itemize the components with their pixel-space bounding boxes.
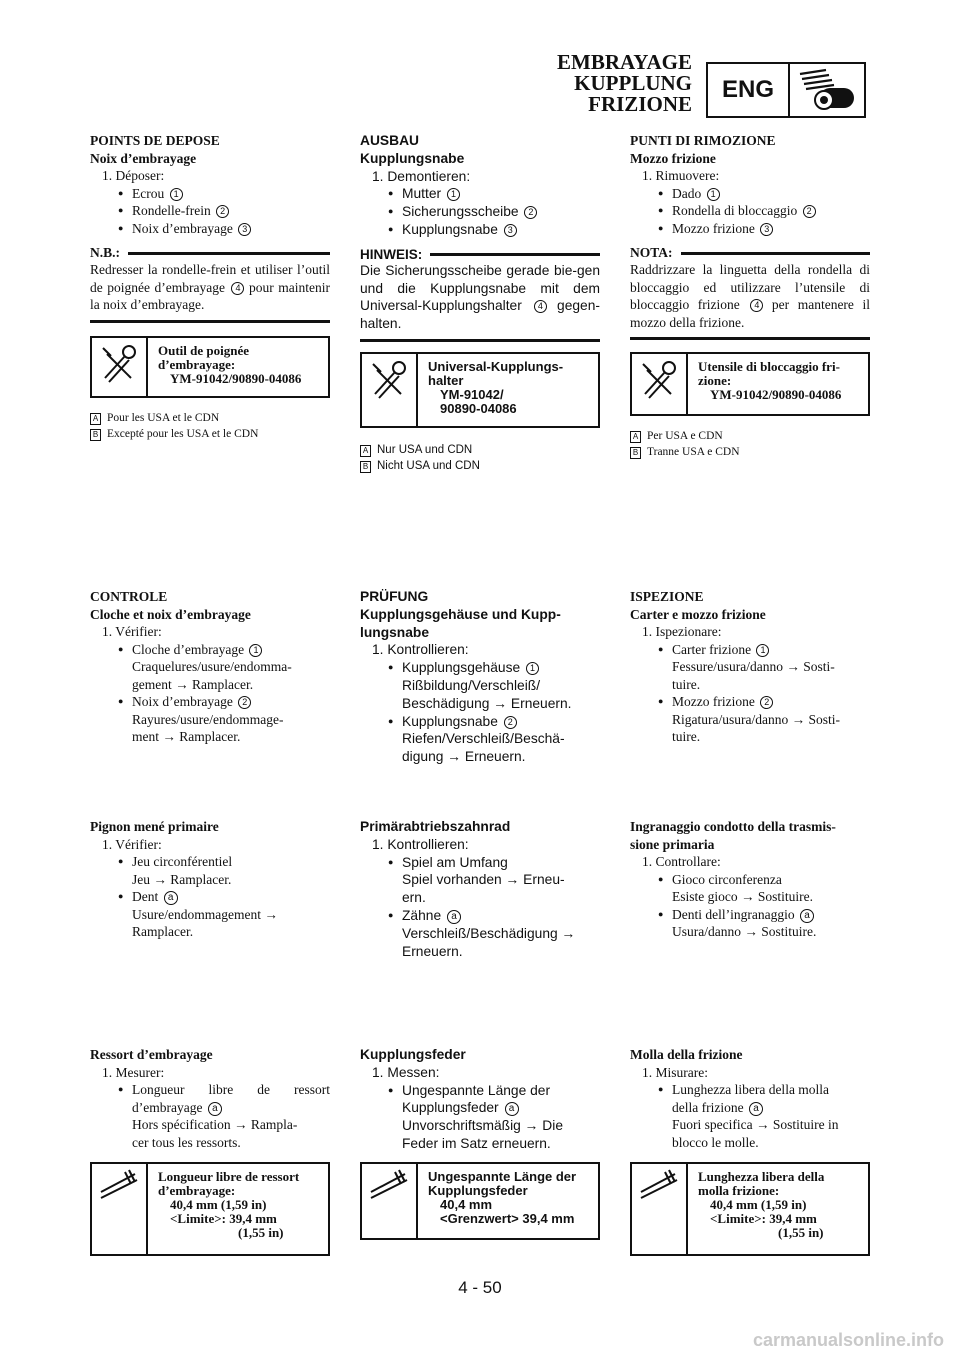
- list-item: ● Dado 1: [630, 185, 870, 203]
- de-legend: A Nur USA und CDN B Nicht USA und CDN: [360, 442, 480, 474]
- list-item: ● Noix d’embrayage 3: [90, 220, 330, 238]
- section-badge: [706, 62, 866, 118]
- it-spring: Molla della frizione 1. Misurare: ● Lunghezza libera della molla della frizione a Fuori specifica → Sostituire in blocco le molle.: [630, 1046, 870, 1151]
- list-item: ● Ecrou 1: [90, 185, 330, 203]
- list-item: ● Rondelle-frein 2: [90, 202, 330, 220]
- fr-removal-sub: Noix d’embrayage: [90, 150, 197, 166]
- list-item: ● Dent a: [90, 888, 330, 906]
- list-item: ● Carter frizione 1: [630, 641, 870, 659]
- tool-icon: [92, 338, 148, 396]
- section-titles: [557, 52, 692, 115]
- it-removal: PUNTI DI RIMOZIONE Mozzo frizione 1. Rimuovere: ● Dado 1 ● Rondella di bloccaggio 2 ● Mozzo frizione 3 NOTA: Raddrizzare la linguetta della rondella di bloccaggio ed utilizzare l’utensile di bloccaggio frizione 4 per mantenere il mozzo della frizione.: [630, 132, 870, 340]
- list-item: ● Kupplungsnabe 2: [360, 713, 600, 731]
- caliper-icon: [632, 1164, 688, 1254]
- it-note: NOTA: Raddrizzare la linguetta della rondella di bloccaggio ed utilizzare l’utensile di bloccaggio frizione 4 per mantenere il mozzo della frizione.: [630, 245, 870, 340]
- list-item: ● Mozzo frizione 3: [630, 220, 870, 238]
- fr-note: N.B.: Redresser la rondelle-frein et utiliser l’outil de poignée d’embrayage 4 pour maintenir la noix d’embrayage.: [90, 245, 330, 323]
- caliper-icon: [92, 1164, 148, 1254]
- list-item: ● Ungespannte Länge der: [360, 1082, 600, 1100]
- fr-tool-box: Outil de poignée d’embrayage: YM-91042/90890-04086: [90, 336, 330, 398]
- tool-icon: [632, 354, 688, 414]
- de-gear: Primärabtriebszahnrad 1. Kontrollieren: ● Spiel am Umfang Spiel vorhanden → Erneu- ern. ● Zähne a Verschleiß/Beschädigung → Erneuern.: [360, 818, 600, 960]
- list-item: ● Gioco circonferenza: [630, 871, 870, 889]
- list-item: ● Longueur libre de ressort: [90, 1081, 330, 1099]
- list-item: ● Denti dell’ingranaggio a: [630, 906, 870, 924]
- list-item: ● Mutter 1: [360, 185, 600, 203]
- section-title-it: FRIZIONE: [588, 92, 692, 116]
- de-check: PRÜFUNG Kupplungsgehäuse und Kupp- lungsnabe 1. Kontrollieren: ● Kupplungsgehäuse 1 Rißbildung/Verschleiß/ Beschädigung → Erneuern. ● Kupplungsnabe 2 Riefen/Verschleiß/Beschä- digung → Erneuern.: [360, 588, 600, 766]
- engine-icon: [790, 64, 864, 116]
- list-item: ● Cloche d’embrayage 1: [90, 641, 330, 659]
- section-title-fr: EMBRAYAGE: [557, 50, 692, 74]
- list-item: ● Kupplungsnabe 3: [360, 221, 600, 239]
- fr-spring: Ressort d’embrayage 1. Mesurer: ● Longueur libre de ressort d’embrayage a Hors spécification → Rampla- cer tous les ressorts.: [90, 1046, 330, 1151]
- it-tool-box: Utensile di bloccaggio fri- zione: YM-91042/90890-04086: [630, 352, 870, 416]
- it-check: ISPEZIONE Carter e mozzo frizione 1. Ispezionare: ● Carter frizione 1 Fessure/usura/danno → Sosti- tuire. ● Mozzo frizione 2 Rigatura/usura/danno → Sosti- tuire.: [630, 588, 870, 746]
- list-item: ● Kupplungsgehäuse 1: [360, 659, 600, 677]
- list-item: ● Spiel am Umfang: [360, 854, 600, 872]
- list-item: ● Rondella di bloccaggio 2: [630, 202, 870, 220]
- it-legend: A Per USA e CDN B Tranne USA e CDN: [630, 428, 740, 460]
- fr-removal-heading: POINTS DE DEPOSE: [90, 133, 220, 148]
- de-spring: Kupplungsfeder 1. Messen: ● Ungespannte Länge der Kupplungsfeder a Unvorschriftsmäßig → Die Feder im Satz erneuern.: [360, 1046, 600, 1153]
- it-spec-box: Lunghezza libera della molla frizione: 40,4 mm (1,59 in) <Limite>: 39,4 mm (1,55 in): [630, 1162, 870, 1256]
- de-spec-box: Ungespannte Länge der Kupplungsfeder 40,4 mm <Grenzwert> 39,4 mm: [360, 1162, 600, 1240]
- section-title-de: KUPPLUNG: [574, 71, 692, 95]
- it-gear: Ingranaggio condotto della trasmis- sione primaria 1. Controllare: ● Gioco circonferenza Esiste gioco → Sostituire. ● Denti dell’ingranaggio a Usura/danno → Sostituire.: [630, 818, 870, 941]
- de-note: HINWEIS: Die Sicherungsscheibe gerade bie-gen und die Kupplungsnabe mit dem Universal-Kupplungshalter 4 gegen-halten.: [360, 247, 600, 342]
- eng-label: ENG: [708, 64, 790, 116]
- tool-icon: [362, 354, 418, 426]
- fr-spec-box: Longueur libre de ressort d’embrayage: 40,4 mm (1,59 in) <Limite>: 39,4 mm (1,55 in): [90, 1162, 330, 1256]
- fr-removal: [90, 132, 330, 323]
- fr-check: CONTROLE Cloche et noix d’embrayage 1. Vérifier: ● Cloche d’embrayage 1 Craquelures/usure/endomma- gement → Ramplacer. ● Noix d’embrayage 2 Rayures/usure/endommage- ment → Ramplacer.: [90, 588, 330, 746]
- list-item: ● Sicherungsscheibe 2: [360, 203, 600, 221]
- de-removal: AUSBAU Kupplungsnabe 1. Demontieren: ● Mutter 1 ● Sicherungsscheibe 2 ● Kupplungsnabe 3 HINWEIS: Die Sicherungsscheibe gerade bie-gen und die Kupplungsnabe mit dem Universal-Kupplungshalter 4 gegen-halten.: [360, 132, 600, 342]
- page-number: 4 - 50: [458, 1278, 502, 1297]
- list-item: ● Lunghezza libera della molla: [630, 1081, 870, 1099]
- fr-gear: Pignon mené primaire 1. Vérifier: ● Jeu circonférentiel Jeu → Ramplacer. ● Dent a Usure/endommagement → Ramplacer.: [90, 818, 330, 941]
- watermark: carmanualsonline.info: [752, 1330, 944, 1350]
- fr-removal-step: 1. Déposer:: [102, 168, 165, 183]
- de-tool-box: Universal-Kupplungs- halter YM-91042/ 90890-04086: [360, 352, 600, 428]
- list-item: ● Mozzo frizione 2: [630, 693, 870, 711]
- caliper-icon: [362, 1164, 418, 1238]
- list-item: ● Jeu circonférentiel: [90, 853, 330, 871]
- fr-legend: A Pour les USA et le CDN B Excepté pour les USA et le CDN: [90, 410, 258, 442]
- list-item: ● Zähne a: [360, 907, 600, 925]
- list-item: ● Noix d’embrayage 2: [90, 693, 330, 711]
